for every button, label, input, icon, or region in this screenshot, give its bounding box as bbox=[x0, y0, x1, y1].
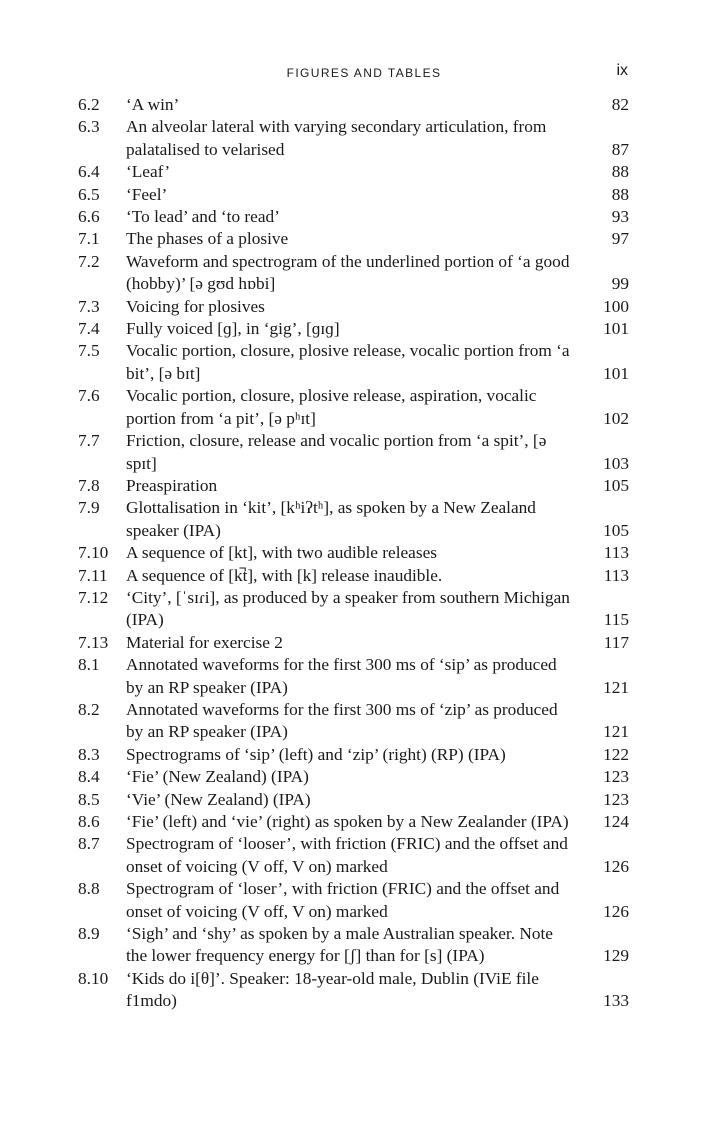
figure-number: 6.5 bbox=[78, 184, 100, 204]
figure-page-number: 121 bbox=[603, 722, 629, 742]
figure-caption: Friction, closure, release and vocalic portion from ‘a spit’, [ə spɪt] bbox=[126, 431, 547, 473]
figure-caption: ‘City’, [ˈsɪɾi], as produced by a speaker from southern Michigan (IPA) bbox=[126, 587, 570, 630]
figure-page-number: 133 bbox=[603, 991, 629, 1011]
figure-number: 7.6 bbox=[78, 386, 100, 406]
running-header-page-number: ix bbox=[616, 62, 628, 79]
figure-page-number: 126 bbox=[603, 856, 629, 876]
figure-caption: Spectrogram of ‘loser’, with friction (FRIC) and the offset and onset of voicing (V off, V on) marked bbox=[126, 879, 560, 921]
figure-number: 8.9 bbox=[78, 924, 100, 944]
figure-page-number: 122 bbox=[603, 744, 629, 764]
figure-entry bbox=[78, 654, 629, 699]
figure-page-number: 93 bbox=[611, 207, 629, 227]
figure-number: 8.6 bbox=[78, 812, 100, 831]
figure-caption: A sequence of [kt], with two audible releases bbox=[126, 543, 437, 563]
figure-caption: ‘Fie’ (New Zealand) (IPA) bbox=[126, 767, 309, 787]
list-of-figures bbox=[78, 94, 629, 1013]
figure-caption: Vocalic portion, closure, plosive release, vocalic portion from ‘a bit’, [ə bɪt] bbox=[126, 341, 570, 383]
figure-entry bbox=[78, 430, 629, 475]
figure-entry bbox=[78, 542, 629, 564]
figure-entry bbox=[78, 699, 629, 744]
figure-entry bbox=[78, 811, 629, 833]
figure-caption: ‘Leaf’ bbox=[126, 162, 171, 182]
figure-number: 6.3 bbox=[78, 117, 100, 137]
figure-page-number: 113 bbox=[603, 565, 629, 585]
figure-caption: Annotated waveforms for the first 300 ms of ‘sip’ as produced by an RP speaker (IPA) bbox=[126, 655, 557, 697]
figure-caption: ‘Vie’ (New Zealand) (IPA) bbox=[126, 789, 311, 809]
figure-caption: Preaspiration bbox=[126, 475, 218, 495]
figure-caption: Voicing for plosives bbox=[126, 296, 265, 316]
figure-page-number: 123 bbox=[603, 789, 629, 809]
figure-caption: ‘A win’ bbox=[126, 95, 180, 114]
figure-number: 8.2 bbox=[78, 699, 100, 719]
figure-page-number: 126 bbox=[603, 901, 629, 921]
figure-page-number: 117 bbox=[603, 632, 629, 652]
figure-page-number: 82 bbox=[611, 95, 629, 114]
figure-caption: Spectrograms of ‘sip’ (left) and ‘zip’ (right) (RP) (IPA) bbox=[126, 744, 506, 764]
figure-entry bbox=[78, 968, 629, 1013]
figure-caption: Vocalic portion, closure, plosive release, aspiration, vocalic portion from ‘a pit’, [ə pʰɪt] bbox=[126, 386, 537, 428]
figure-page-number: 123 bbox=[603, 767, 629, 787]
figure-entry bbox=[78, 94, 629, 116]
figure-number: 8.10 bbox=[78, 968, 109, 988]
running-header-title: FIGURES AND TABLES bbox=[286, 66, 442, 80]
figure-caption: Annotated waveforms for the first 300 ms of ‘zip’ as produced by an RP speaker (IPA) bbox=[126, 699, 558, 742]
figure-page-number: 102 bbox=[603, 408, 629, 428]
figure-page-number: 99 bbox=[611, 274, 629, 294]
figure-number: 7.8 bbox=[78, 475, 100, 495]
figure-number: 7.12 bbox=[78, 587, 109, 607]
figure-number: 7.10 bbox=[78, 543, 109, 563]
figure-entry bbox=[78, 632, 629, 654]
figure-caption: ‘Kids do i[θ]’. Speaker: 18-year-old male, Dublin (IViE file f1mdo) bbox=[126, 968, 539, 1011]
figure-page-number: 105 bbox=[603, 475, 629, 495]
figure-number: 7.1 bbox=[78, 229, 100, 249]
figure-entry bbox=[78, 340, 629, 385]
figure-entry bbox=[78, 497, 629, 542]
figure-entry bbox=[78, 789, 629, 811]
figure-entry bbox=[78, 161, 629, 183]
figure-number: 8.3 bbox=[78, 744, 100, 764]
figure-number: 8.8 bbox=[78, 879, 100, 899]
figure-entry bbox=[78, 878, 629, 923]
figure-entry bbox=[78, 475, 629, 497]
figure-caption: ‘Fie’ (left) and ‘vie’ (right) as spoken by a New Zealander (IPA) bbox=[126, 812, 569, 831]
figure-page-number: 103 bbox=[603, 453, 629, 473]
figure-page-number: 105 bbox=[603, 520, 629, 540]
figure-caption: ‘Feel’ bbox=[126, 184, 168, 204]
figure-page-number: 124 bbox=[603, 812, 629, 831]
figure-number: 8.7 bbox=[78, 834, 100, 854]
figure-entry bbox=[78, 296, 629, 318]
figure-page-number: 87 bbox=[611, 139, 629, 159]
figure-number: 7.3 bbox=[78, 296, 100, 316]
figure-caption: Spectrogram of ‘looser’, with friction (FRIC) and the offset and onset of voicing (V off, V on) marked bbox=[126, 834, 568, 876]
figure-number: 8.4 bbox=[78, 767, 100, 787]
figure-page-number: 100 bbox=[603, 296, 629, 316]
figure-caption: ‘To lead’ and ‘to read’ bbox=[126, 207, 280, 227]
figure-number: 8.5 bbox=[78, 789, 100, 809]
figure-entry bbox=[78, 923, 629, 968]
figure-number: 8.1 bbox=[78, 655, 100, 675]
figure-page-number: 101 bbox=[603, 363, 629, 383]
figure-caption: The phases of a plosive bbox=[126, 229, 289, 249]
figure-caption: A sequence of [k̚t], with [k] release inaudible. bbox=[126, 565, 443, 585]
figure-page-number: 88 bbox=[611, 162, 629, 182]
figure-entry bbox=[78, 116, 629, 161]
figure-caption: Fully voiced [ɡ], in ‘gig’, [ɡɪɡ] bbox=[126, 319, 340, 339]
figure-number: 7.11 bbox=[78, 565, 108, 585]
figure-entry bbox=[78, 833, 629, 878]
figure-number: 7.9 bbox=[78, 498, 100, 518]
figure-entry bbox=[78, 587, 629, 632]
figure-page-number: 113 bbox=[603, 543, 629, 563]
figure-entry bbox=[78, 766, 629, 788]
figure-caption: Glottalisation in ‘kit’, [kʰiʔtʰ], as spoken by a New Zealand speaker (IPA) bbox=[126, 498, 536, 540]
figure-page-number: 121 bbox=[603, 677, 629, 697]
figure-number: 6.4 bbox=[78, 162, 100, 182]
figure-number: 7.5 bbox=[78, 341, 100, 361]
figure-caption: ‘Sigh’ and ‘shy’ as spoken by a male Australian speaker. Note the lower frequency energy for [ʃ] than for [s] (IPA) bbox=[126, 924, 553, 966]
figure-page-number: 115 bbox=[603, 610, 629, 630]
figure-page-number: 129 bbox=[603, 946, 629, 966]
figure-number: 6.2 bbox=[78, 95, 100, 114]
figure-number: 6.6 bbox=[78, 207, 100, 227]
figure-caption: Waveform and spectrogram of the underlined portion of ‘a good (hobby)’ [ə gʊd hɒbi] bbox=[126, 251, 570, 294]
figure-entry bbox=[78, 251, 629, 296]
figure-caption: An alveolar lateral with varying secondary articulation, from palatalised to velarised bbox=[126, 117, 547, 159]
figure-entry bbox=[78, 385, 629, 430]
figure-page-number: 88 bbox=[611, 184, 629, 204]
figure-entry bbox=[78, 206, 629, 228]
figure-page-number: 101 bbox=[603, 319, 629, 339]
figure-entry bbox=[78, 184, 629, 206]
figure-entry bbox=[78, 565, 629, 587]
figure-number: 7.7 bbox=[78, 431, 100, 451]
figure-number: 7.2 bbox=[78, 251, 100, 271]
figure-page-number: 97 bbox=[611, 229, 629, 249]
figure-number: 7.13 bbox=[78, 632, 109, 652]
running-header bbox=[0, 64, 728, 84]
figure-entry bbox=[78, 318, 629, 340]
figure-number: 7.4 bbox=[78, 319, 100, 339]
figure-caption: Material for exercise 2 bbox=[126, 632, 283, 652]
figure-entry bbox=[78, 744, 629, 766]
figure-entry bbox=[78, 228, 629, 250]
